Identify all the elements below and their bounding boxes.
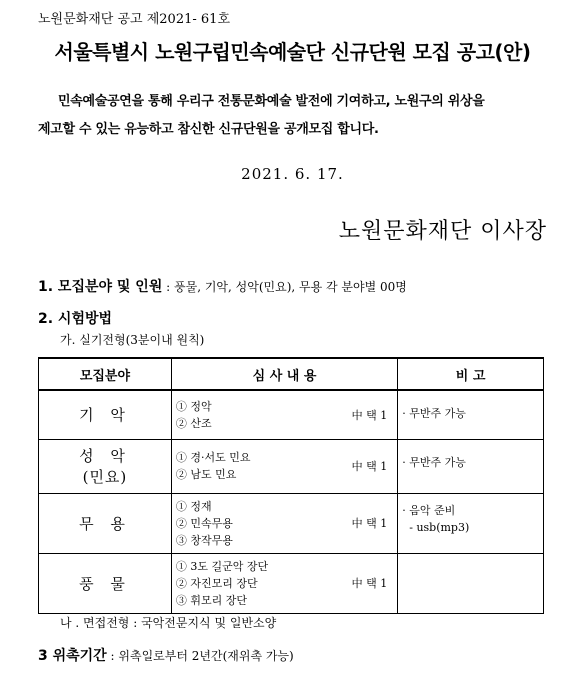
table-row xyxy=(39,553,544,613)
choose-one-label: 中 택 1 xyxy=(351,517,388,530)
choose-one-label: 中 택 1 xyxy=(351,577,388,590)
page-title: 서울특별시 노원구립민속예술단 신규단원 모집 공고(안) xyxy=(54,40,531,64)
exam-table xyxy=(38,357,544,614)
category-line: (민요) xyxy=(82,468,128,486)
content-item: ① 정재 xyxy=(175,499,212,513)
row-note xyxy=(398,553,544,613)
table-row xyxy=(39,493,544,553)
row-content xyxy=(171,553,397,613)
row-note xyxy=(398,439,544,493)
note-item: - usb(mp3) xyxy=(402,520,470,534)
content-item: ① 경·서도 민요 xyxy=(175,451,251,464)
row-note xyxy=(398,493,544,553)
table-header-row xyxy=(39,358,544,390)
content-item: ① 3도 길군악 장단 xyxy=(175,559,269,573)
content-item: ② 자진모리 장단 xyxy=(175,576,258,590)
row-category xyxy=(39,439,172,493)
table-row xyxy=(39,439,544,493)
interview-exam-label: 나 . 면접전형 : 국악전문지식 및 일반소양 xyxy=(60,616,277,630)
table-row xyxy=(39,390,544,439)
section-exam-method xyxy=(38,308,112,328)
section-exam-head: 2. 시험방법 xyxy=(38,311,113,327)
note-item: · 음악 준비 xyxy=(402,503,456,517)
row-content xyxy=(171,390,397,439)
row-category: 기 악 xyxy=(39,390,172,439)
announcement-date: 2021. 6. 17. xyxy=(241,165,344,183)
issuer-name: 노원문화재단 이사장 xyxy=(338,219,547,244)
section-term-head: 3 위촉기간 xyxy=(38,648,107,664)
content-item: ① 정악 xyxy=(175,399,212,413)
row-category: 풍 물 xyxy=(39,553,172,613)
section-term xyxy=(38,645,294,665)
section-recruitment-body: : 풍물, 기악, 성악(민요), 무용 각 분야별 00명 xyxy=(162,280,407,294)
intro-line-2: 제고할 수 있는 유능하고 참신한 신규단원을 공개모집 합니다. xyxy=(38,122,379,137)
header-field: 모집분야 xyxy=(39,358,172,390)
header-content: 심 사 내 용 xyxy=(171,358,397,390)
row-category: 무 용 xyxy=(39,493,172,553)
note-item: · 무반주 가능 xyxy=(402,455,466,469)
content-item: ② 남도 민요 xyxy=(175,468,237,481)
content-item: ③ 휘모리 장단 xyxy=(175,593,247,607)
intro-line-1: 민속예술공연을 통해 우리구 전통문화예술 발전에 기여하고, 노원구의 위상을 xyxy=(58,94,485,109)
practical-exam-label: 가. 실기전형(3분이내 원칙) xyxy=(60,333,205,347)
choose-one-label: 中 택 1 xyxy=(351,460,388,473)
content-item: ③ 창작무용 xyxy=(175,533,233,547)
doc-reference: 노원문화재단 공고 제2021- 61호 xyxy=(38,12,230,27)
row-note xyxy=(398,390,544,439)
content-item: ② 민속무용 xyxy=(175,516,233,530)
section-recruitment xyxy=(38,276,407,296)
row-content xyxy=(171,493,397,553)
row-content xyxy=(171,439,397,493)
content-item: ② 산조 xyxy=(175,416,212,430)
section-term-body: : 위촉일로부터 2년간(재위촉 가능) xyxy=(106,649,294,663)
section-recruitment-head: 1. 모집분야 및 인원 xyxy=(38,279,163,295)
note-item: · 무반주 가능 xyxy=(402,407,466,420)
choose-one-label: 中 택 1 xyxy=(351,408,388,422)
header-note: 비 고 xyxy=(398,358,544,390)
category-line: 성 악 xyxy=(79,447,131,465)
